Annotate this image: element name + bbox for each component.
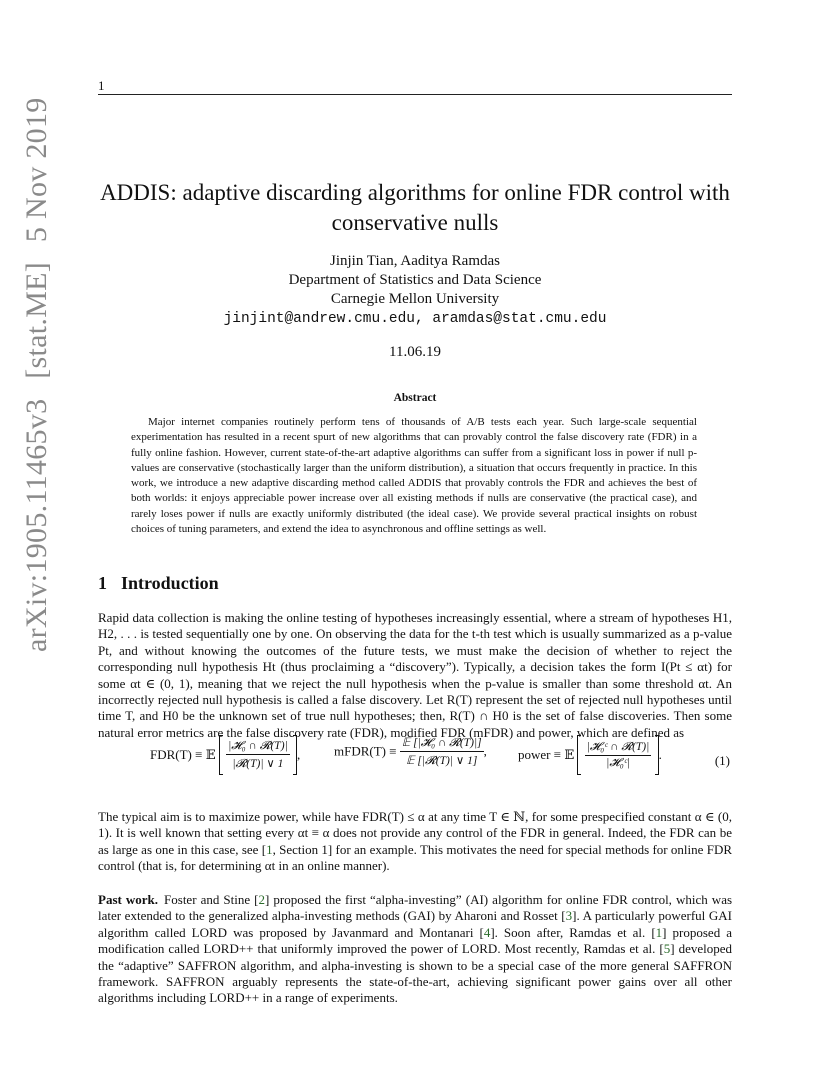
power-label: power ≡ 𝔼 [518,747,575,762]
arxiv-category: [stat.ME] [20,261,53,379]
fdr-numerator: |𝓗₀ ∩ 𝓡(T)| [226,740,290,755]
citation-link[interactable]: 3 [565,908,573,924]
equation-power: power ≡ 𝔼 $\frac{\text{|𝓗₀ᶜ ∩ 𝓡(T)|}}{\text{|𝓗₀ᶜ|}}$ . [518,735,662,795]
fdr-label: FDR(T) ≡ 𝔼 [150,747,216,762]
abstract-text: Major internet companies routinely perform tens of thousands of A/B tests each year. Such large-scale sequential experimentation has resulted in a recent spurt of new algorithms that can provably control the false discovery rate (FDR) in a fully online fashion. However, current state-of-the-art adaptive algorithms can suffer from a significant loss in power if null p-values are conservative (stochastically larger than the uniform distribution), a situation that occurs frequently in practice. In this work, we introduce a new adaptive discarding method called ADDIS that provably controls the FDR and achieves the best of both worlds: it enjoys appreciable power increase over all existing methods if nulls are conservative (the practical case), and rarely loses power if nulls are exactly uniformly distributed (the ideal case). We provide several practical insights on robust choices of tuning parameters, and extend the idea to asynchronous and offline settings as well. [131,416,697,536]
intro-paragraph-2: The typical aim is to maximize power, while have FDR(T) ≤ α at any time T ∈ ℕ, for some prespecified constant α ∈ (0, 1). It is well known that setting every αt ≡ α does not provide any control of the FDR in general. Indeed, the FDR can be as large as one in this case, see [1, Section 1] for an example. This motivates the need for special methods for online FDR control (that is, for determining αt in an online manner). [98,809,733,874]
citation-link[interactable]: 5 [663,941,671,957]
section-number: 1 [98,573,107,593]
mfdr-denominator: 𝔼 [|𝓡(T)| ∨ 1] [406,755,478,767]
citation-link[interactable]: 2 [258,892,266,907]
author-department: Department of Statistics and Data Science [288,272,542,288]
mfdr-label: mFDR(T) ≡ [334,743,397,759]
header-rule [98,94,732,95]
arxiv-stamp [20,85,54,652]
arxiv-id: arXiv:1905.11465v3 [20,398,53,652]
arxiv-date: 5 Nov 2019 [20,97,53,243]
fdr-fraction [226,740,290,771]
power-denominator: |𝓗₀ᶜ| [606,756,630,769]
power-numerator: |𝓗₀ᶜ ∩ 𝓡(T)| [585,741,652,756]
mfdr-numerator: 𝔼 [|𝓗₀ ∩ 𝓡(T)|] [400,735,484,752]
paper-title: ADDIS: adaptive discarding algorithms for online FDR control with conservative nulls [100,180,730,235]
section-title: Introduction [121,573,219,593]
citation-link[interactable]: 4 [483,924,491,940]
equation-1 [98,735,732,799]
past-work-heading: Past work. [98,892,159,907]
paper-date: 11.06.19 [389,344,441,360]
author-university: Carnegie Mellon University [330,291,500,307]
intro-paragraph-1: Rapid data collection is making the online testing of hypotheses increasingly essential, where a stream of hypotheses H1, H2, . . . is tested sequentially one by one. On observing the data for the t-th test which is usually summarized as a p-value Pt, and without knowing the outcomes of the future tests, we must make the decision of whether to reject the corresponding null hypothesis Ht (thus proclaiming a “discovery”). Typically, a decision takes the form I(Pt ≤ αt) for some αt ∈ (0, 1), meaning that we reject the null hypothesis when the p-value is smaller than some threshold αt. An incorrectly rejected null hypothesis is called a false discovery. Let R(T) represent the set of rejected null hypotheses until time T, and H0 be the unknown set of true null hypotheses; then, R(T) ∩ H0 is the set of false discoveries. Then some natural error metrics are the false discovery rate (FDR), modified FDR (mFDR) and power, which are defined as [98,610,732,740]
section-heading-introduction [98,573,219,594]
fdr-denominator: |𝓡(T)| ∨ 1 [232,757,284,770]
abstract-body [131,415,697,537]
power-fraction [585,741,652,770]
paper-authors: Jinjin Tian, Aaditya Ramdas [329,253,500,269]
equation-number: (1) [714,753,730,768]
equation-fdr: FDR(T) ≡ 𝔼 $\frac{\text{|𝓗₀ ∩ 𝓡(T)|}}{\text{|𝓡(T)| ∨ 1}}$ , [150,735,300,795]
mfdr-fraction [400,735,484,768]
page-number: 1 [98,78,105,93]
past-work-paragraph: Past work. Foster and Stine [2] proposed the first “alpha-investing” (AI) algorithm for online FDR control, which was later extended to the generalized alpha-investing methods (GAI) by Aharoni and Rosset [3]. A particularly powerful GAI algorithm called LORD was proposed by Javanmard and Montanari [4]. Soon after, Ramdas et al. [1] proposed a modification called LORD++ that uniformly improved the power of LORD. Most recently, Ramdas et al. [5] developed the “adaptive” SAFFRON algorithm, and alpha-investing is shown to be a special case of the more general SAFFRON framework. SAFFRON arguably represents the state-of-the-art, achieving significant power gains over all other algorithms including LORD++ in a range of experiments. [98,892,733,1006]
citation-link[interactable]: 1 [655,924,663,940]
abstract-heading: Abstract [393,392,437,404]
author-emails: jinjint@andrew.cmu.edu, aramdas@stat.cmu.edu [223,311,607,327]
equation-mfdr: mFDR(T) ≡ $\frac{\text{𝔼 [|𝓗₀ ∩ 𝓡(T)|]}}{\text{𝔼 [|𝓡(T)| ∨ 1]}}$ , [334,737,487,767]
citation-link[interactable]: 1 [266,841,273,857]
